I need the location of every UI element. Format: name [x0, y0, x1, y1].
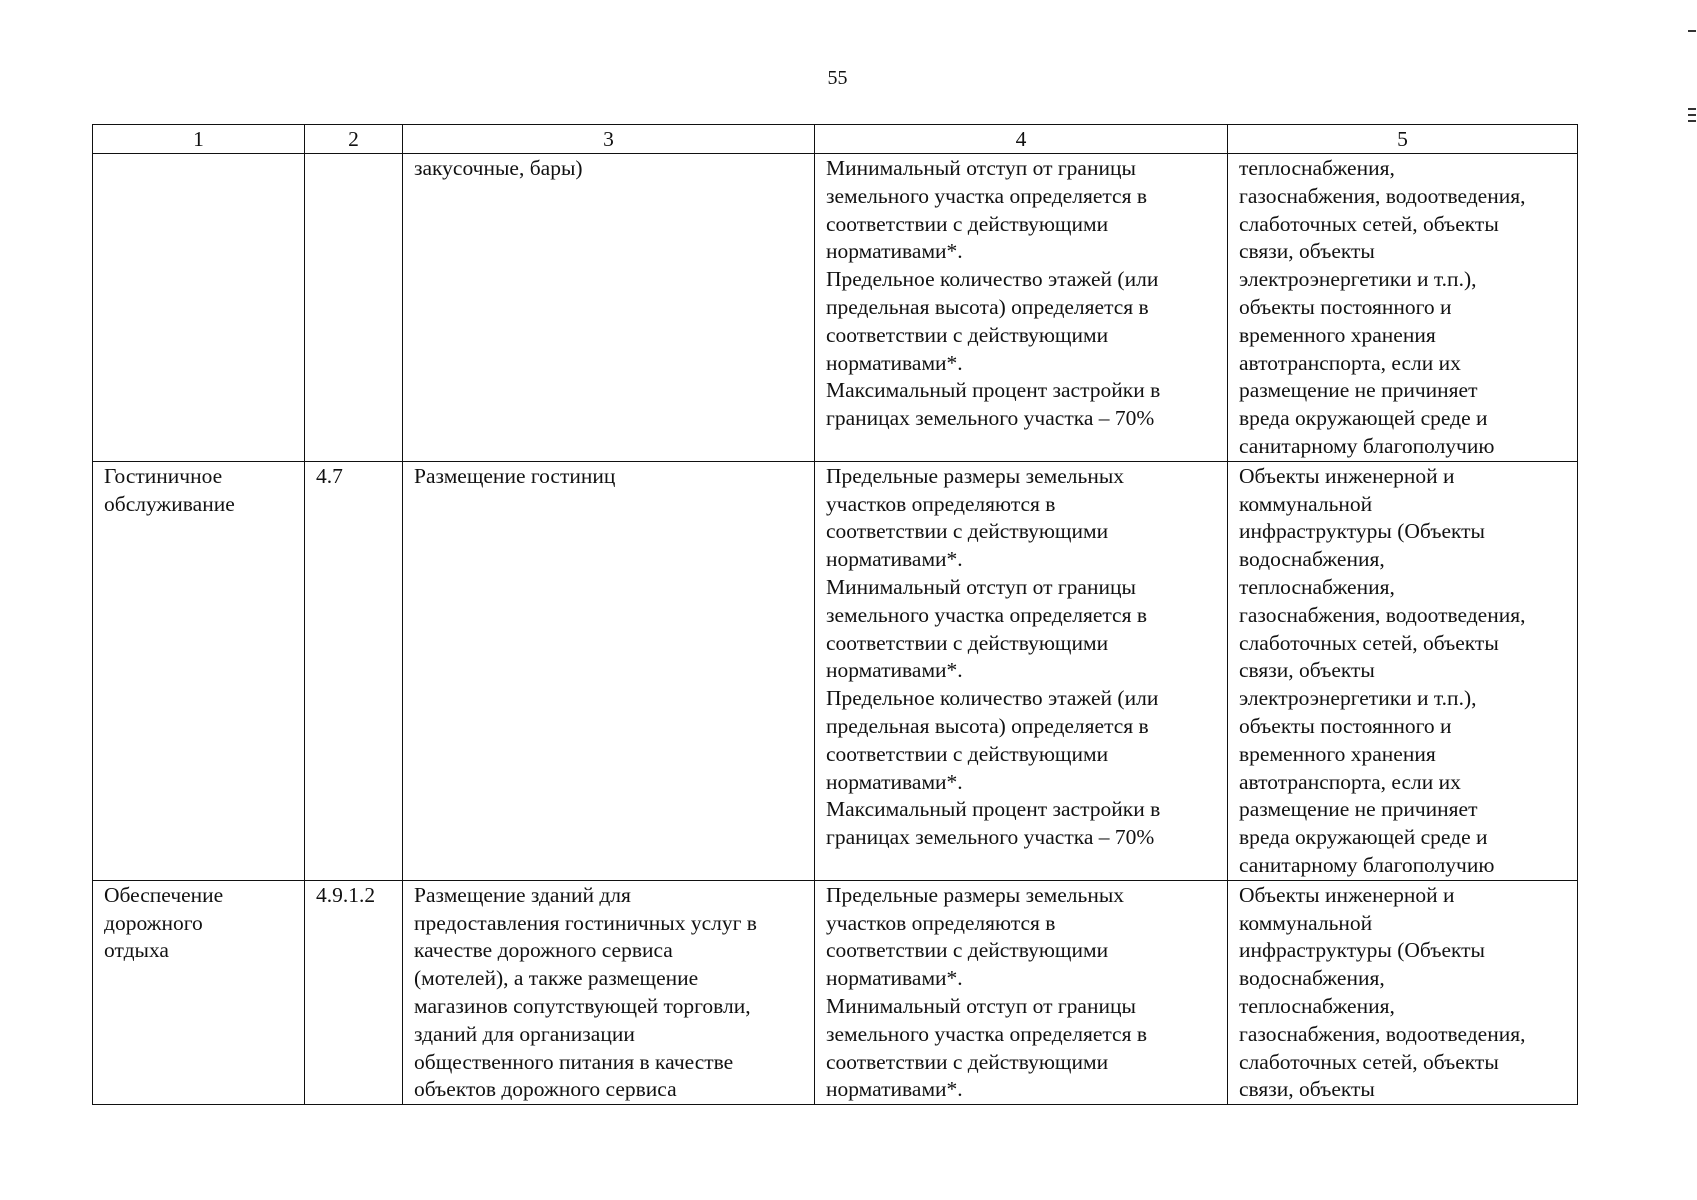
cell-text-line: Предельные размеры земельных — [826, 882, 1125, 907]
cell-text-line: отдыха — [104, 938, 169, 963]
cell-text-line: границах земельного участка – 70% — [826, 406, 1155, 431]
cell-text-line: участков определяются в — [826, 910, 1056, 935]
cell-text-line: нормативами*. — [826, 769, 963, 794]
parameters-cell — [815, 461, 1228, 880]
column-header-5: 5 — [1228, 125, 1578, 154]
cell-text-line: соответствии с действующими — [826, 741, 1109, 766]
cell-text-line: нормативами*. — [826, 1077, 963, 1102]
cell-text: 4.9.1.2 — [316, 882, 376, 907]
cell-text-line: обслуживание — [104, 491, 235, 516]
parameters-cell — [815, 880, 1228, 1104]
cell-text-line: газоснабжения, водоотведения, — [1239, 183, 1526, 208]
cell-text-line: Максимальный процент застройки в — [826, 797, 1161, 822]
cell-text-line: предельная высота) определяется в — [826, 713, 1149, 738]
column-header-2: 2 — [305, 125, 403, 154]
code-cell — [305, 880, 403, 1104]
table-row — [93, 461, 1578, 880]
page-number: 55 — [827, 67, 848, 89]
use-type-cell — [93, 880, 305, 1104]
cell-text-line: нормативами*. — [826, 658, 963, 683]
cell-text-line: теплоснабжения, — [1239, 156, 1395, 180]
cell-text-line: земельного участка определяется в — [826, 1021, 1147, 1046]
cell-text-line: магазинов сопутствующей торговли, — [414, 993, 751, 1018]
cell-text-line: соответствии с действующими — [826, 630, 1109, 655]
cell-text-line: нормативами*. — [826, 966, 963, 991]
cell-text-line: Предельное количество этажей (или — [826, 686, 1159, 711]
cell-text-line: Минимальный отступ от границы — [826, 574, 1136, 599]
cell-text-line: Гостиничное — [104, 463, 223, 488]
cell-text-line: теплоснабжения, — [1239, 993, 1395, 1018]
cell-text-line: теплоснабжения, — [1239, 574, 1395, 599]
cell-text-line: водоснабжения, — [1239, 547, 1385, 572]
scan-edge-mark — [1688, 108, 1696, 110]
cell-text-line: временного хранения — [1239, 741, 1436, 766]
cell-text-line: слаботочных сетей, объекты — [1239, 630, 1499, 655]
cell-text-line: Максимальный процент застройки в — [826, 378, 1161, 403]
cell-text-line: коммунальной — [1239, 491, 1373, 516]
cell-text: 4.7 — [316, 463, 343, 488]
cell-text-line: Размещение зданий для — [414, 882, 631, 907]
cell-text-line: слаботочных сетей, объекты — [1239, 211, 1499, 236]
cell-text-line: коммунальной — [1239, 910, 1373, 935]
cell-text-line: соответствии с действующими — [826, 519, 1109, 544]
cell-text-line: вреда окружающей среде и — [1239, 825, 1488, 850]
cell-text-line: Предельное количество этажей (или — [826, 267, 1159, 292]
cell-text-line: Обеспечение — [104, 882, 224, 907]
cell-text-line: газоснабжения, водоотведения, — [1239, 1021, 1526, 1046]
column-header-1: 1 — [93, 125, 305, 154]
cell-text-line: инфраструктуры (Объекты — [1239, 938, 1486, 963]
table-header-row — [93, 125, 1578, 154]
cell-text-line: объектов дорожного сервиса — [414, 1077, 677, 1102]
scan-edge-mark — [1688, 114, 1696, 116]
cell-text-line: качестве дорожного сервиса — [414, 938, 673, 963]
cell-text-line: закусочные, бары) — [414, 156, 583, 180]
cell-text-line: размещение не причиняет — [1239, 797, 1478, 822]
cell-text-line: связи, объекты — [1239, 1077, 1375, 1102]
column-header-3: 3 — [403, 125, 815, 154]
cell-text-line: нормативами*. — [826, 350, 963, 375]
cell-text-line: автотранспорта, если их — [1239, 350, 1461, 375]
auxiliary-uses-cell — [1228, 461, 1578, 880]
cell-text-line: общественного питания в качестве — [414, 1049, 734, 1074]
cell-text-line: газоснабжения, водоотведения, — [1239, 602, 1526, 627]
cell-text-line: связи, объекты — [1239, 658, 1375, 683]
table-row — [93, 880, 1578, 1104]
scan-edge-mark — [1688, 120, 1696, 122]
cell-text-line: Предельные размеры земельных — [826, 463, 1125, 488]
cell-text-line: автотранспорта, если их — [1239, 769, 1461, 794]
description-cell — [403, 461, 815, 880]
cell-text-line: нормативами*. — [826, 239, 963, 264]
cell-text-line: зданий для организации — [414, 1021, 635, 1046]
cell-text-line: соответствии с действующими — [826, 322, 1109, 347]
cell-text-line: соответствии с действующими — [826, 211, 1109, 236]
cell-text-line: санитарному благополучию — [1239, 433, 1495, 458]
cell-text-line: Объекты инженерной и — [1239, 882, 1455, 907]
code-cell — [305, 461, 403, 880]
cell-text-line: предельная высота) определяется в — [826, 294, 1149, 319]
auxiliary-uses-cell — [1228, 154, 1578, 462]
cell-text-line: Минимальный отступ от границы — [826, 993, 1136, 1018]
table-body — [93, 154, 1578, 1105]
cell-text-line: временного хранения — [1239, 322, 1436, 347]
cell-text-line: санитарному благополучию — [1239, 852, 1495, 877]
cell-text-line: объекты постоянного и — [1239, 294, 1452, 319]
cell-text-line: соответствии с действующими — [826, 938, 1109, 963]
use-type-cell — [93, 461, 305, 880]
cell-text-line: Размещение гостиниц — [414, 463, 616, 488]
cell-text-line: водоснабжения, — [1239, 966, 1385, 991]
land-use-table — [92, 124, 1578, 1105]
cell-text-line: (мотелей), а также размещение — [414, 966, 699, 991]
use-type-cell — [93, 154, 305, 462]
cell-text-line: дорожного — [104, 910, 203, 935]
cell-text-line: слаботочных сетей, объекты — [1239, 1049, 1499, 1074]
table-row — [93, 154, 1578, 462]
parameters-cell — [815, 154, 1228, 462]
code-cell — [305, 154, 403, 462]
cell-text-line: вреда окружающей среде и — [1239, 406, 1488, 431]
cell-text-line: объекты постоянного и — [1239, 713, 1452, 738]
cell-text-line: земельного участка определяется в — [826, 183, 1147, 208]
description-cell — [403, 154, 815, 462]
scan-edge-mark — [1688, 30, 1696, 32]
cell-text-line: Минимальный отступ от границы — [826, 156, 1136, 180]
cell-text-line: электроэнергетики и т.п.), — [1239, 686, 1477, 711]
cell-text-line: нормативами*. — [826, 547, 963, 572]
cell-text-line: участков определяются в — [826, 491, 1056, 516]
cell-text-line: границах земельного участка – 70% — [826, 825, 1155, 850]
cell-text-line: соответствии с действующими — [826, 1049, 1109, 1074]
cell-text-line: размещение не причиняет — [1239, 378, 1478, 403]
column-header-4: 4 — [815, 125, 1228, 154]
cell-text-line: связи, объекты — [1239, 239, 1375, 264]
cell-text-line: земельного участка определяется в — [826, 602, 1147, 627]
description-cell — [403, 880, 815, 1104]
cell-text-line: электроэнергетики и т.п.), — [1239, 267, 1477, 292]
cell-text-line: инфраструктуры (Объекты — [1239, 519, 1486, 544]
cell-text-line: предоставления гостиничных услуг в — [414, 910, 757, 935]
auxiliary-uses-cell — [1228, 880, 1578, 1104]
cell-text-line: Объекты инженерной и — [1239, 463, 1455, 488]
